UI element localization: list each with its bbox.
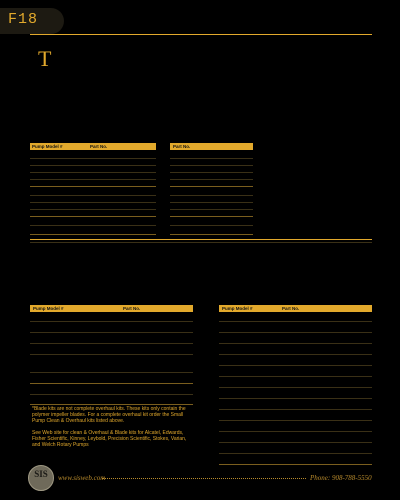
table-row [30, 196, 156, 203]
column-header-pump-model: Pump Model # [32, 144, 63, 149]
section-divider [30, 239, 372, 240]
column-header-part-no: Part No. [282, 306, 300, 311]
table-row [219, 355, 372, 366]
column-header-part-no: Part No. [90, 144, 108, 149]
column-header-part-no: Part No. [173, 144, 191, 149]
company-logo-text: SIS [34, 469, 48, 479]
table-row [30, 333, 193, 344]
table-row [30, 226, 156, 235]
table-header [30, 305, 193, 312]
table-row [30, 173, 156, 180]
table-row [30, 312, 193, 322]
table-row [170, 180, 253, 187]
parts-table-1 [30, 143, 156, 235]
table-row [30, 384, 193, 395]
table-row [219, 312, 372, 322]
table-row [219, 377, 372, 388]
table-row [170, 187, 253, 196]
table-row [219, 322, 372, 333]
footer-website-link[interactable]: www.sisweb.com [58, 474, 106, 482]
table-row [30, 322, 193, 333]
table-row [219, 421, 372, 432]
table-row [30, 150, 156, 159]
footnote-blade-kits: *Blade kits are not complete overhaul kits. These kits only contain the polymer impeller blades. For a complete overhaul kit order the Small Pump Clean & Overhaul kits listed above. [32, 406, 186, 425]
table-row [30, 344, 193, 355]
table-row [170, 159, 253, 166]
parts-table-3 [30, 305, 193, 405]
footer-phone: Phone: 908-788-5550 [310, 474, 372, 482]
table-header [219, 305, 372, 312]
table-row [219, 410, 372, 421]
table-row [30, 210, 156, 217]
section-tab-label: F18 [8, 11, 39, 28]
table-row [219, 399, 372, 410]
table-row [170, 166, 253, 173]
table-row [30, 203, 156, 210]
footnote [32, 406, 194, 453]
table-row [219, 333, 372, 344]
table-row [170, 226, 253, 235]
table-row [219, 454, 372, 465]
section-divider-secondary [30, 242, 372, 243]
table-row [219, 443, 372, 454]
parts-table-2 [170, 143, 253, 235]
table-row [170, 173, 253, 180]
table-row [170, 203, 253, 210]
column-header-pump-model: Pump Model # [33, 306, 64, 311]
footnote-web-site: See Web site for clean & Overhaul & Blade kits for Alcatel, Edwards, Fisher Scientific, Kinney, Leybold, Precision Scientific, Stokes, Varian, and Welch Rotary Pumps [32, 429, 187, 449]
table-row [219, 344, 372, 355]
footer-dotted-rule [102, 478, 306, 479]
table-row [30, 180, 156, 187]
table-header [170, 143, 253, 150]
column-header-pump-model: Pump Model # [222, 306, 253, 311]
table-row [170, 217, 253, 226]
table-row [219, 432, 372, 443]
table-row [30, 373, 193, 384]
table-row [219, 388, 372, 399]
table-row [170, 150, 253, 159]
header-rule [30, 34, 372, 35]
table-row [30, 187, 156, 196]
table-header [30, 143, 156, 150]
table-row [170, 196, 253, 203]
table-row [30, 159, 156, 166]
page-title-initial: T [38, 46, 52, 71]
column-header-part-no: Part No. [123, 306, 141, 311]
table-row [30, 217, 156, 226]
table-row [170, 210, 253, 217]
table-row [219, 366, 372, 377]
table-row [30, 355, 193, 373]
table-row [30, 166, 156, 173]
table-row [30, 395, 193, 405]
parts-table-4 [219, 305, 372, 465]
